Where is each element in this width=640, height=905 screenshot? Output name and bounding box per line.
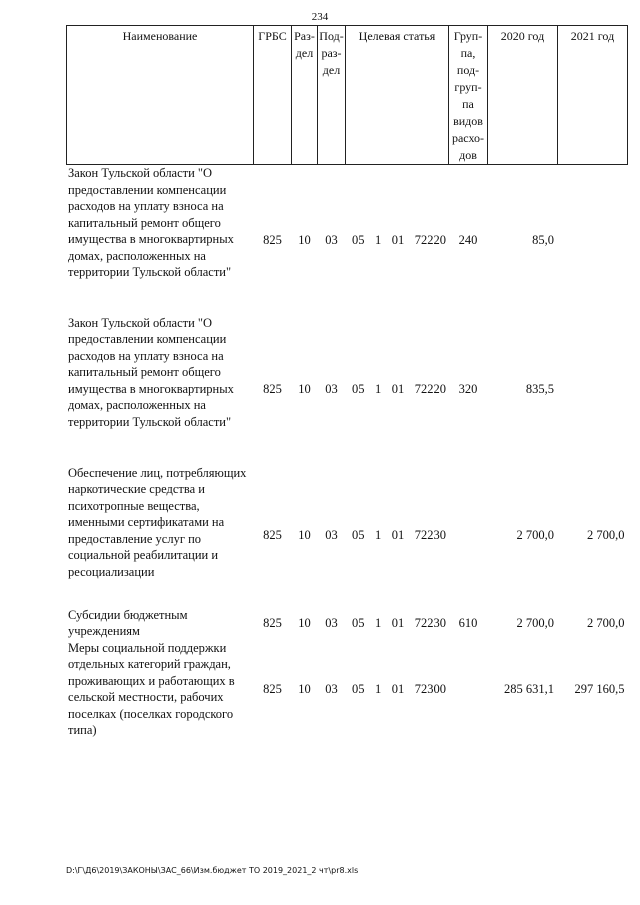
target-part: 1	[375, 615, 382, 630]
row-2020: 835,5	[525, 382, 554, 397]
row-target	[346, 465, 449, 607]
target-part: 1	[375, 528, 382, 543]
row-razdel: 10	[298, 615, 311, 630]
target-part: 05	[352, 615, 365, 630]
row-target	[346, 165, 449, 315]
row-2021	[558, 165, 628, 315]
col-header-2021: 2021 год	[558, 26, 628, 165]
row-group: 610	[458, 615, 478, 630]
row-grbs: 825	[263, 232, 282, 247]
row-name: Закон Тульской области "О предоставлении компенсации расходов на уплату взноса на капитальный ремонт общего имущества в многоквартирных домах, расположенных на территории Тульской области"	[68, 315, 234, 429]
target-part: 01	[391, 382, 405, 397]
table-row	[67, 607, 628, 640]
target-part: 05	[352, 232, 365, 247]
table-row	[67, 315, 628, 465]
target-part: 72230	[414, 615, 446, 630]
row-razdel: 10	[298, 232, 311, 247]
row-grbs: 825	[263, 528, 282, 543]
row-podrazdel: 03	[325, 528, 338, 543]
target-part: 01	[391, 682, 405, 697]
target-part: 1	[375, 232, 382, 247]
row-2020: 285 631,1	[504, 682, 554, 697]
row-podrazdel: 03	[325, 232, 338, 247]
row-podrazdel: 03	[325, 682, 338, 697]
row-target	[346, 315, 449, 465]
row-group: 240	[458, 232, 478, 247]
row-name: Закон Тульской области "О предоставлении компенсации расходов на уплату взноса на капитальный ремонт общего имущества в многоквартирных домах, расположенных на территории Тульской области"	[68, 166, 234, 279]
target-part: 01	[391, 615, 405, 630]
row-target	[346, 640, 449, 740]
row-name: Субсидии бюджетным учреждениям	[68, 607, 188, 638]
target-part: 1	[375, 682, 382, 697]
target-part: 05	[352, 528, 365, 543]
col-header-podrazdel: Под-раз-дел	[318, 26, 346, 165]
row-2020: 85,0	[532, 232, 554, 247]
row-grbs: 825	[263, 615, 282, 630]
row-2021: 2 700,0	[587, 615, 625, 630]
col-header-name: Наименование	[67, 26, 254, 165]
row-target	[346, 607, 449, 640]
row-name: Обеспечение лиц, потребляющих наркотические средства и психотропные вещества, именными сертификатами на предоставление услуг по социальной реабилитации и ресоциализации	[68, 465, 247, 579]
col-header-2020: 2020 год	[488, 26, 558, 165]
col-header-grbs: ГРБС	[254, 26, 292, 165]
target-part: 72220	[414, 232, 446, 247]
row-grbs: 825	[263, 682, 282, 697]
row-podrazdel: 03	[325, 615, 338, 630]
table-row	[67, 640, 628, 740]
header-row	[67, 26, 628, 165]
target-part: 05	[352, 382, 365, 397]
table-row	[67, 165, 628, 315]
target-part: 72230	[414, 528, 446, 543]
row-razdel: 10	[298, 682, 311, 697]
row-group	[449, 465, 488, 607]
row-2021: 2 700,0	[587, 528, 625, 543]
row-name: Меры социальной поддержки отдельных категорий граждан, проживающих и работающих в сельской местности, рабочих поселках (поселках городского типа)	[68, 640, 235, 737]
row-2021: 297 160,5	[574, 682, 625, 697]
row-group	[449, 640, 488, 740]
target-part: 72300	[414, 682, 446, 697]
row-razdel: 10	[298, 528, 311, 543]
row-2020: 2 700,0	[516, 615, 554, 630]
target-part: 05	[352, 682, 365, 697]
target-part: 01	[391, 528, 405, 543]
row-2020: 2 700,0	[516, 528, 554, 543]
row-group: 320	[458, 382, 478, 397]
target-part: 01	[391, 232, 405, 247]
row-grbs: 825	[263, 382, 282, 397]
page-number: 234	[311, 11, 329, 23]
table-row	[67, 465, 628, 607]
file-path-footer: D:\Г\Д6\2019\ЗАКОНЫ\ЗАС_66\Изм.бюджет ТО 2019_2021_2 чт\pr8.xls	[66, 866, 359, 875]
target-part: 1	[375, 382, 382, 397]
col-header-razdel: Раз-дел	[292, 26, 318, 165]
row-podrazdel: 03	[325, 382, 338, 397]
budget-table	[66, 25, 628, 740]
col-header-target: Целевая статья	[346, 26, 449, 165]
target-part: 72220	[414, 382, 446, 397]
row-razdel: 10	[298, 382, 311, 397]
col-header-group: Груп-па, под-груп-па видов расхо-дов	[449, 26, 488, 165]
row-2021	[558, 315, 628, 465]
